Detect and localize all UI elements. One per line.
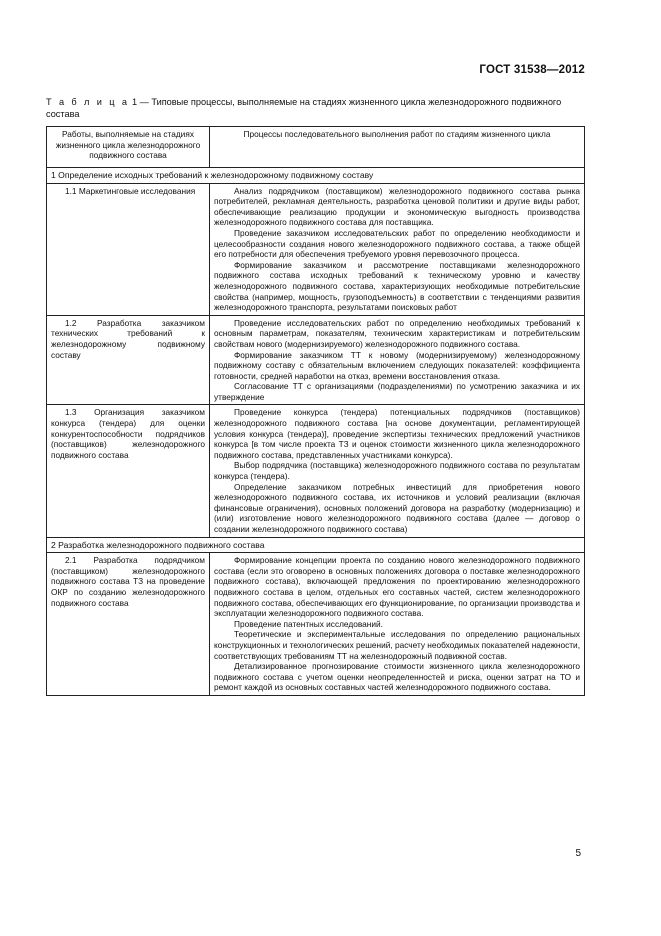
section-title: 1 Определение исходных требований к железнодорожному подвижному составу bbox=[47, 168, 585, 184]
page-number: 5 bbox=[575, 848, 581, 859]
work-text: 1.1 Маркетинговые исследования bbox=[65, 185, 196, 196]
table-row bbox=[47, 315, 585, 405]
process-paragraph: Согласование ТТ с организациями (подразделениями) по усмотрению заказчика и их утверждение bbox=[214, 381, 580, 402]
document-designation: ГОСТ 31538—2012 bbox=[479, 64, 585, 76]
section-title: 2 Разработка железнодорожного подвижного состава bbox=[47, 537, 585, 553]
process-paragraph: Теоретические и экспериментальные исследования по определению рациональных конструкционных и технологических решений, расчету необходимых показателей надежности, соответствующих требованиям ТТ на железнодорожный подвижной состав. bbox=[214, 629, 580, 661]
table-caption-label: Т а б л и ц а bbox=[46, 97, 130, 107]
process-cell bbox=[210, 315, 585, 405]
table-header-row bbox=[47, 127, 585, 168]
process-paragraph: Проведение заказчиком исследовательских работ по определению необходимости и целесообразности создания нового железнодорожного подвижного состава, а также общей его потребности для обеспечения требуемого уровня перевозочного процесса. bbox=[214, 227, 580, 260]
column-header-processes: Процессы последовательного выполнения работ по стадиям жизненного цикла bbox=[210, 127, 585, 168]
work-text: 1.2 Разработка заказчиком технических требований к железнодорожному подвижному составу bbox=[51, 317, 205, 360]
section-row bbox=[47, 168, 585, 184]
work-cell bbox=[47, 553, 210, 696]
process-cell bbox=[210, 405, 585, 537]
process-paragraph: Проведение конкурса (тендера) потенциальных подрядчиков (поставщиков) железнодорожного подвижного состава [на основе документации, регламентирующей условия конкурса (тендера)], проведение экспертизы технических предложений участников конкурса [в том числе проекта ТЗ и оценок стоимости жизненного цикла железнодорожного подвижного состава, представленных участниками конкурса). bbox=[214, 407, 580, 460]
processes-table bbox=[46, 126, 585, 696]
process-paragraph: Проведение исследовательских работ по определению необходимых требований к основным параметрам, показателям, техническим характеристикам и потребительским свойствам нового (модернизируемого) железнодорожного подвижного состава. bbox=[214, 317, 580, 349]
process-cell bbox=[210, 553, 585, 696]
process-paragraph: Выбор подрядчика (поставщика) железнодорожного подвижного состава по результатам конкурса (тендера). bbox=[214, 460, 580, 482]
process-paragraph: Определение заказчиком потребных инвестиций для приобретения нового железнодорожного подвижного состава, их источников и условий реализации (включая финансовые ограничения), основных положений договора на разработку (модернизацию) и (или) изготовление нового железнодорожного подвижного состава (далее — договор о создании железнодорожного подвижного состава) bbox=[214, 481, 580, 534]
table-caption bbox=[46, 96, 586, 120]
process-paragraph: Формирование концепции проекта по созданию нового железнодорожного подвижного состава (если это оговорено в основных положениях договора о поставке железнодорожного подвижного состава), включающей предложения по проектированию железнодорожного подвижного состава в целом, отдельных его составных частей, систем железнодорожного подвижного состава, обеспечивающих его функционирование, по организации производства и эксплуатации железнодорожного подвижного состава. bbox=[214, 555, 580, 619]
table-caption-text: — Типовые процессы, выполняемые на стадиях жизненного цикла железнодорожного подвижного состава bbox=[46, 97, 562, 119]
table-row bbox=[47, 183, 585, 315]
process-paragraph: Проведение патентных исследований. bbox=[234, 618, 383, 629]
table-row bbox=[47, 553, 585, 696]
process-cell bbox=[210, 183, 585, 315]
work-cell bbox=[47, 405, 210, 537]
process-paragraph: Детализированное прогнозирование стоимости жизненного цикла железнодорожного подвижного состава с учетом оценки неопределенностей и риска, оценки затрат на ТО и ремонт каждой из основных составных частей железнодорожного подвижного состава. bbox=[214, 661, 580, 693]
table-row bbox=[47, 405, 585, 537]
column-header-works: Работы, выполняемые на стадиях жизненного цикла железнодорожного подвижного состава bbox=[47, 127, 210, 168]
process-paragraph: Анализ подрядчиком (поставщиком) железнодорожного подвижного состава рынка потребителей, рекламная деятельность, разработка ценовой политики и другие виды работ, обеспечивающие реализацию продукции и экономическую выгодность производства железнодорожного подвижного состава для поставщика. bbox=[214, 185, 580, 228]
table-caption-number: 1 bbox=[131, 97, 138, 107]
work-text: 1.3 Организация заказчиком конкурса (тендера) для оценки конкурентоспособности подрядчиков (поставщиков) железнодорожного подвижного состава bbox=[51, 407, 205, 460]
process-paragraph: Формирование заказчиком ТТ к новому (модернизируемому) железнодорожному подвижному составу с обязательным включением следующих показателей: коэффициента готовности, средней наработки на отказ, времени восстановления отказа. bbox=[214, 349, 580, 381]
work-cell bbox=[47, 183, 210, 315]
work-cell bbox=[47, 315, 210, 405]
process-paragraph: Формирование заказчиком и рассмотрение поставщиками железнодорожного подвижного состава исходных требований к техническому уровню и качеству железнодорожного подвижного состава, характеризующих необходимые потребительские свойства (например, мощность, грузоподъемность) в соответствии с тенденциями развития железнодорожного транспорта, результатами поисковых работ bbox=[214, 259, 580, 313]
section-row bbox=[47, 537, 585, 553]
work-text: 2.1 Разработка подрядчиком (поставщиком) железнодорожного подвижного состава ТЗ на проведение ОКР по созданию железнодорожного подвижного состава bbox=[51, 555, 205, 608]
